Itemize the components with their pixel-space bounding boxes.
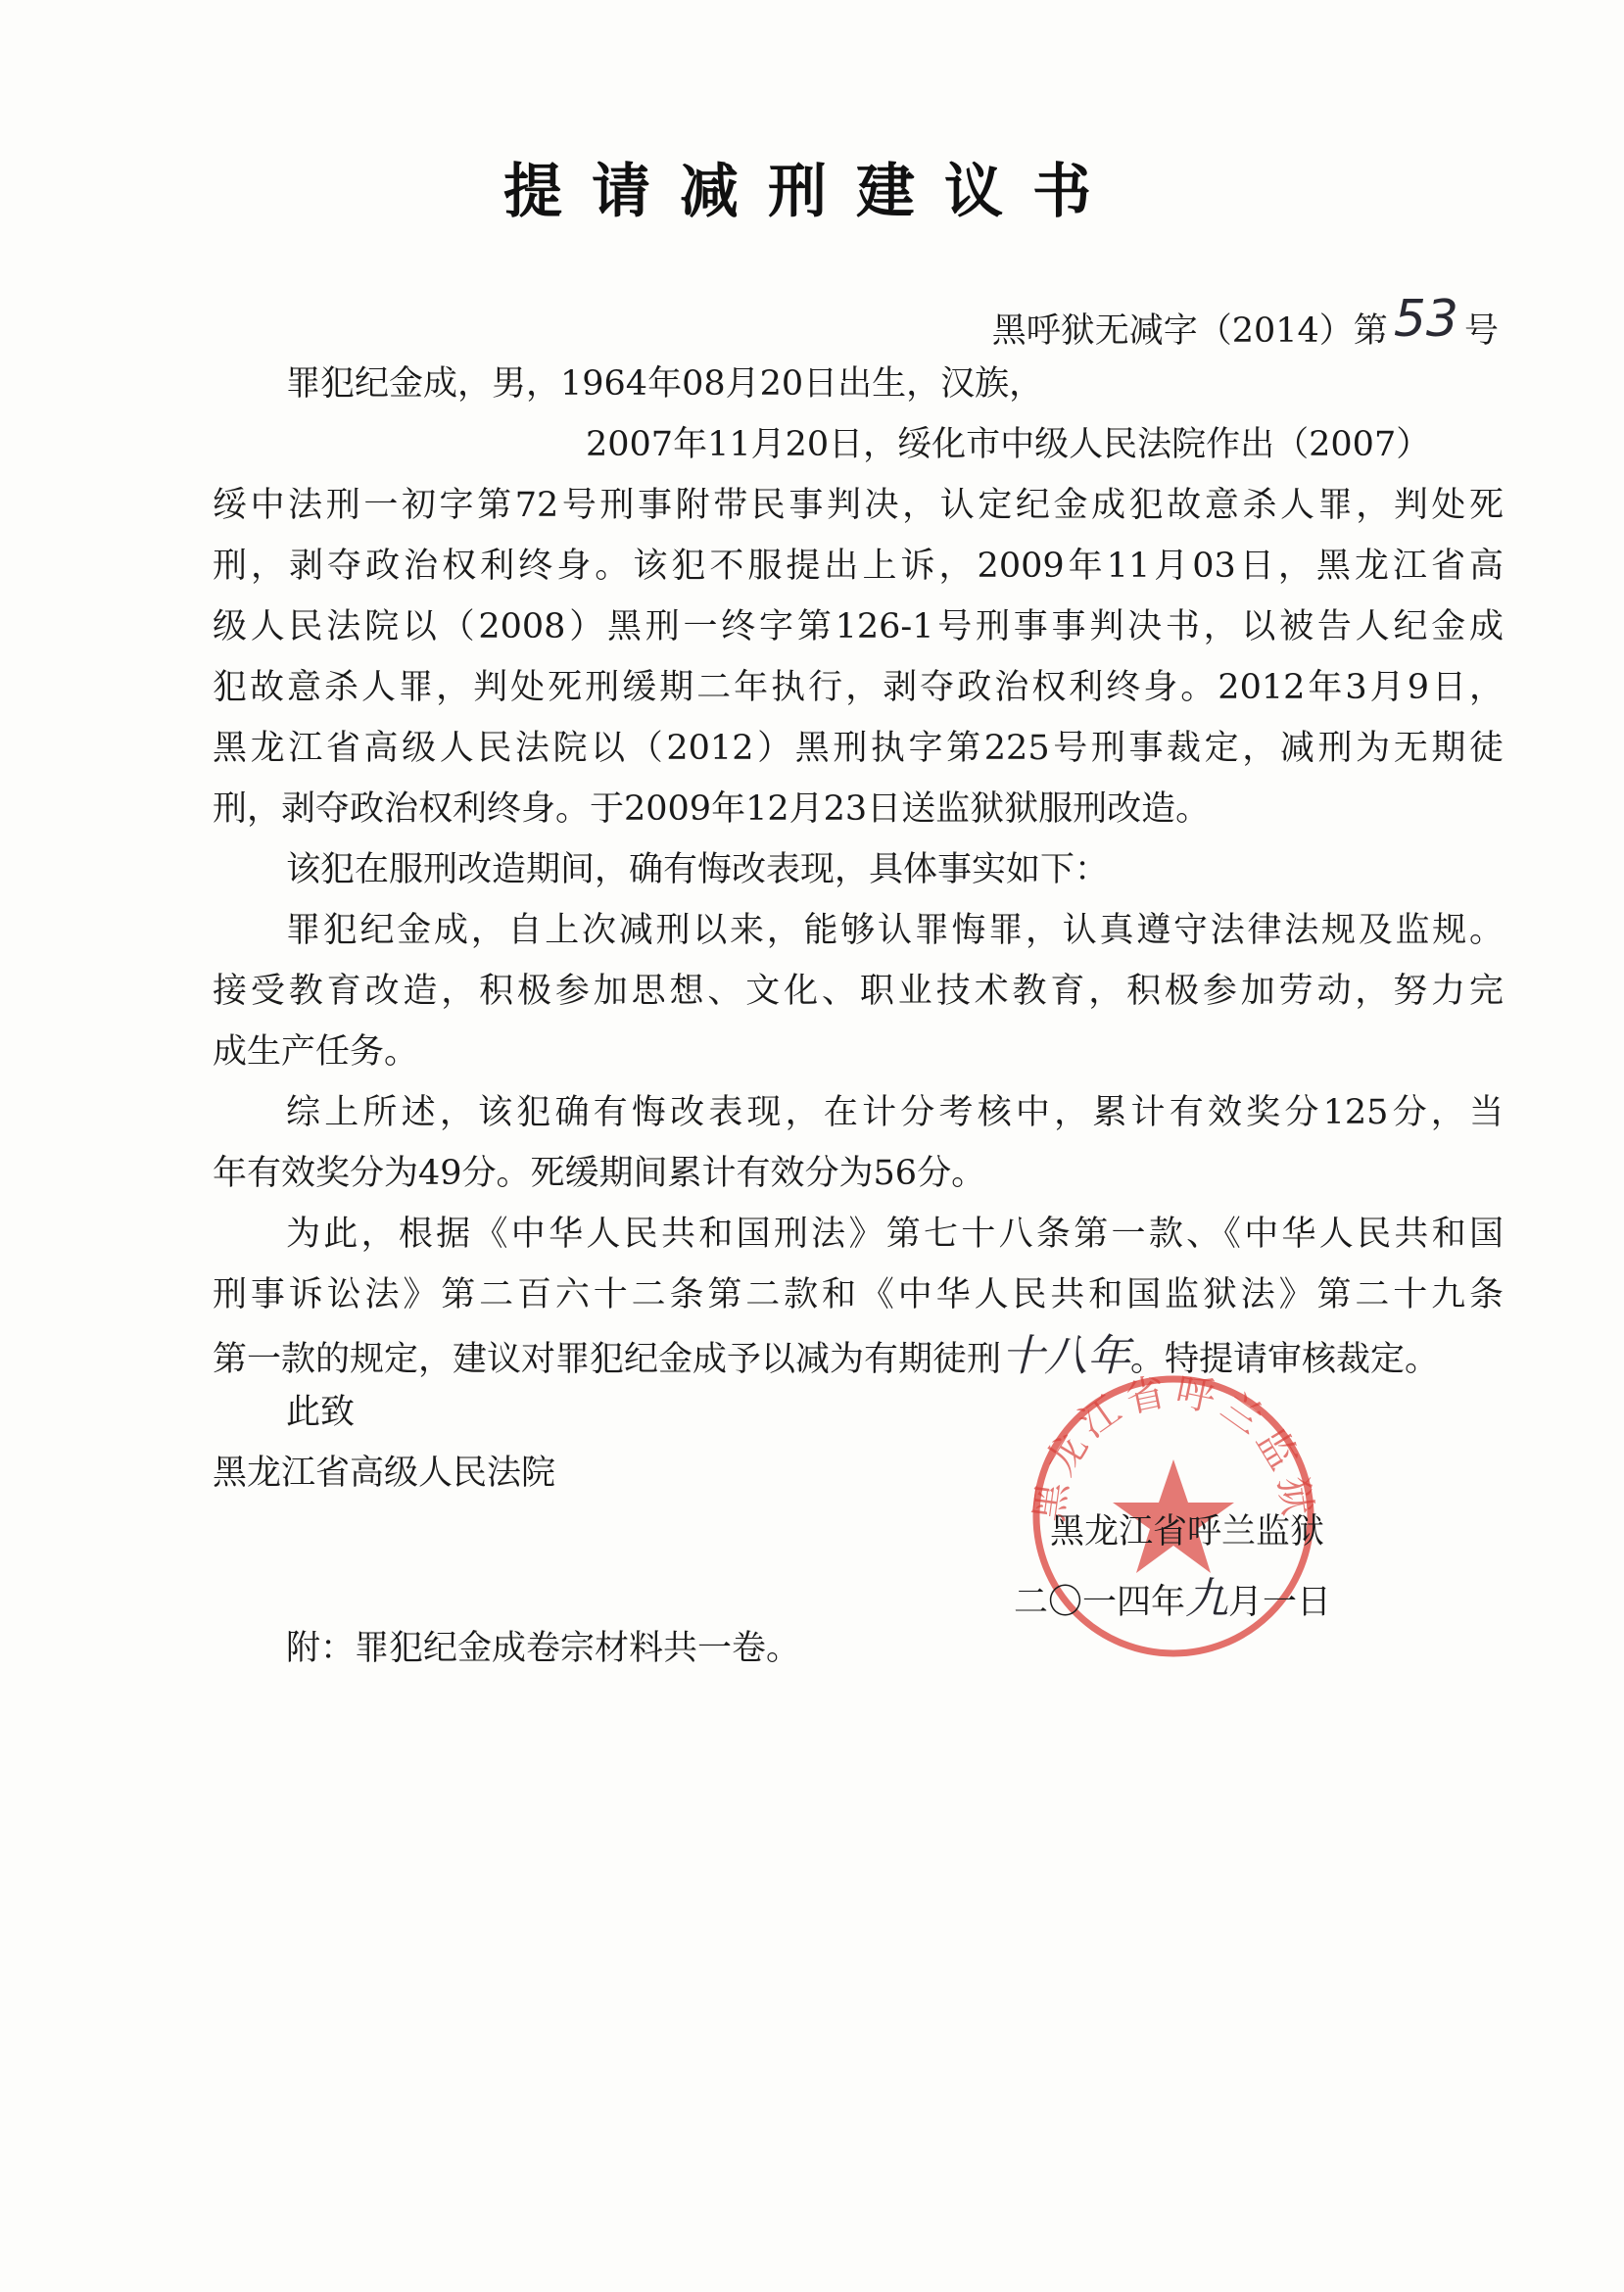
signature-date [1014, 1563, 1331, 1626]
document-title: 提请减刑建议书 [503, 158, 1121, 226]
body-line-9: 该犯在服刑改造期间，确有悔改表现，具体事实如下： [286, 850, 1110, 889]
body-line-12: 成生产任务。 [213, 1032, 419, 1072]
body-line-15: 为此，根据《中华人民共和国刑法》第七十八条第一款、《中华人民共和国 [286, 1215, 1504, 1254]
body-line-7: 黑龙江省高级人民法院以（2012）黑刑执字第225号刑事裁定，减刑为无期徒 [213, 729, 1504, 768]
recommendation-handwritten: 十八年 [1001, 1331, 1131, 1381]
body-line-13: 综上所述，该犯确有悔改表现，在计分考核中，累计有效奖分125分，当 [286, 1093, 1504, 1132]
document-number-handwritten: 53 [1393, 290, 1458, 349]
body-line-4: 刑，剥夺政治权利终身。该犯不服提出上诉，2009年11月03日，黑龙江省高 [213, 547, 1504, 586]
body-line-8: 刑，剥夺政治权利终身。于2009年12月23日送监狱狱服刑改造。 [213, 789, 1211, 829]
salutation: 此致 [286, 1393, 356, 1432]
body-line-1: 罪犯纪金成，男，1964年08月20日出生，汉族， [286, 364, 1044, 404]
body-line-6: 犯故意杀人罪，判处死刑缓期二年执行，剥夺政治权利终身。2012年3月9日， [213, 668, 1504, 707]
date-month-handwritten: 九 [1185, 1574, 1229, 1624]
seal-text: 黑龙江省呼兰监狱 [1027, 1369, 1320, 1525]
body-line-10: 罪犯纪金成，自上次减刑以来，能够认罪悔罪，认真遵守法律法规及监规。 [286, 911, 1504, 950]
body-line-16: 刑事诉讼法》第二百六十二条第二款和《中华人民共和国监狱法》第二十九条 [213, 1275, 1504, 1314]
recommendation-suffix: 。特提请审核裁定。 [1130, 1340, 1440, 1379]
signatory-organization: 黑龙江省呼兰监狱 [1050, 1512, 1325, 1552]
date-suffix: 月一日 [1228, 1583, 1332, 1622]
body-line-5: 级人民法院以（2008）黑刑一终字第126-1号刑事事判决书，以被告人纪金成 [213, 607, 1504, 646]
body-line-3: 绥中法刑一初字第72号刑事附带民事判决，认定纪金成犯故意杀人罪，判处死 [213, 486, 1504, 525]
document-number [991, 290, 1499, 355]
document-number-suffix: 号 [1463, 311, 1499, 351]
body-line-2: 2007年11月20日，绥化市中级人民法院作出（2007） [586, 425, 1431, 464]
body-line-11: 接受教育改造，积极参加思想、文化、职业技术教育，积极参加劳动，努力完 [213, 972, 1504, 1011]
recommendation-prefix: 第一款的规定，建议对罪犯纪金成予以减为有期徒刑 [213, 1340, 1002, 1379]
recipient: 黑龙江省高级人民法院 [213, 1454, 556, 1493]
attachment-note: 附：罪犯纪金成卷宗材料共一卷。 [286, 1629, 801, 1668]
body-line-14: 年有效奖分为49分。死缓期间累计有效分为56分。 [213, 1154, 986, 1193]
date-prefix: 二〇一四年 [1014, 1583, 1186, 1622]
document-number-prefix: 黑呼狱无减字（2014）第 [991, 311, 1388, 351]
